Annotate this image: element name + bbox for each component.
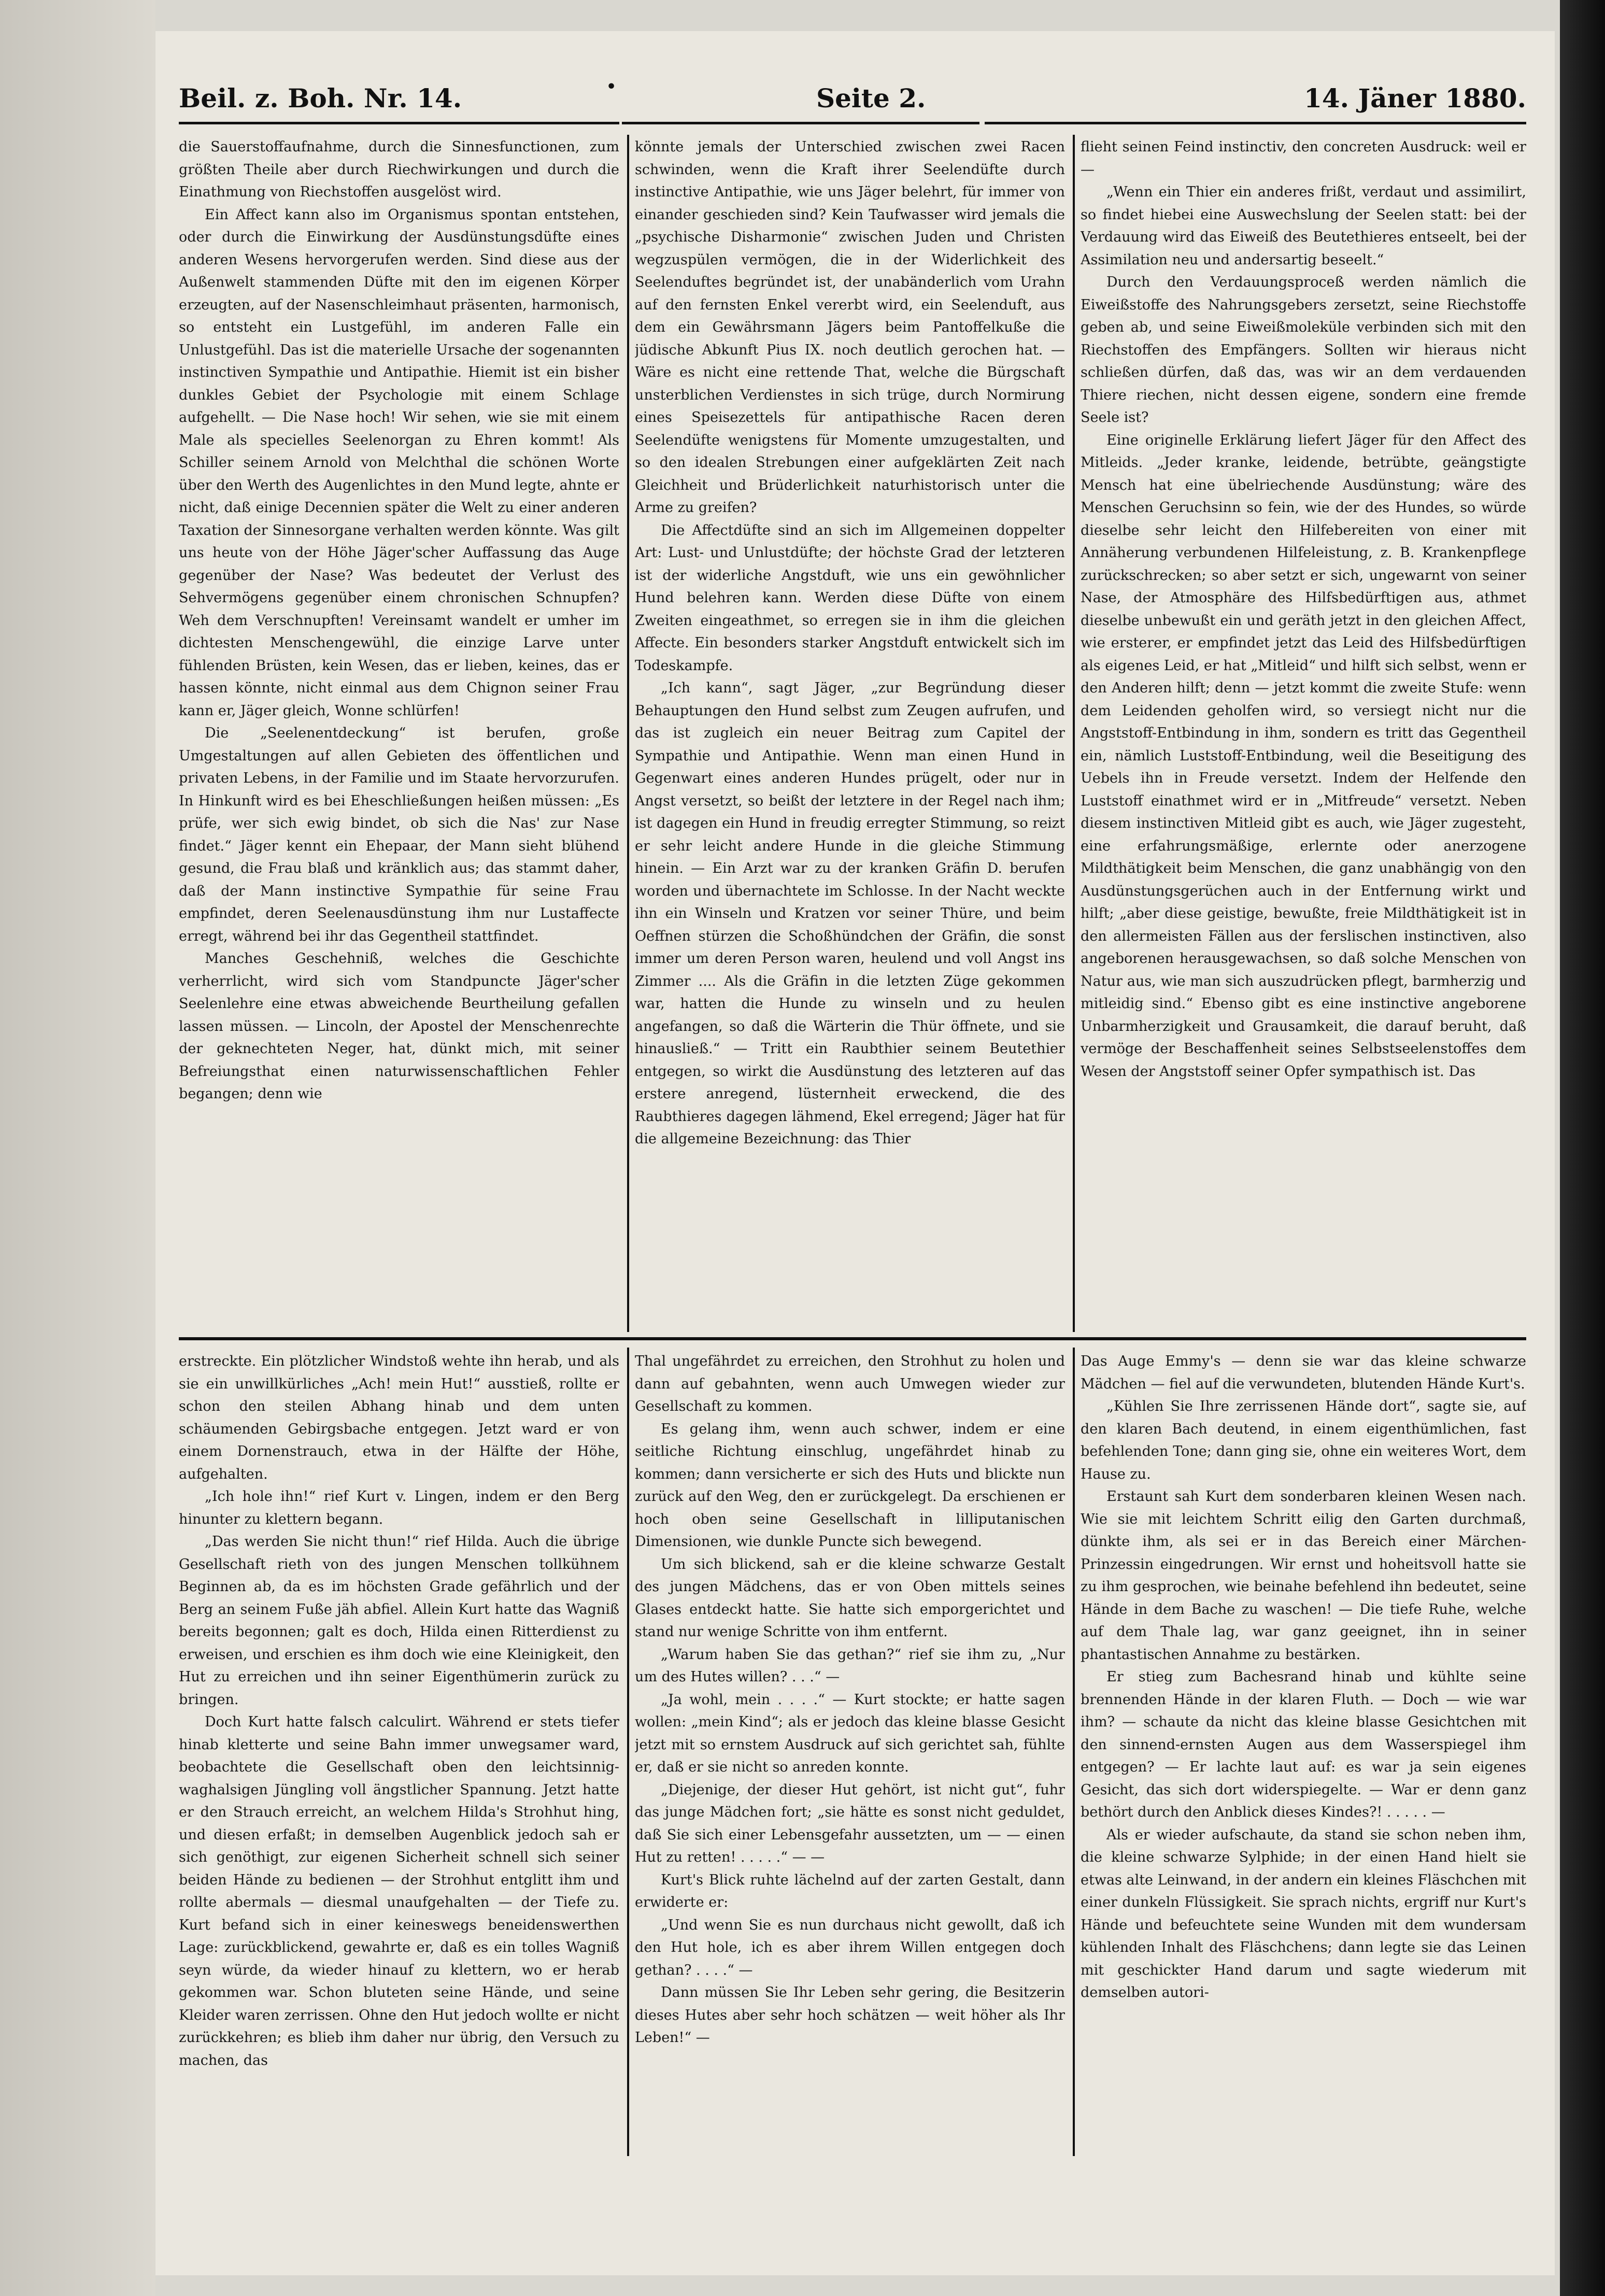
column-divider-upper-1 xyxy=(627,135,629,1332)
paragraph: Durch den Verdauungsproceß werden nämlich die Eiweißstoffe des Nahrungsgebers zersetzt, seine Riechstoffe geben ab, und seine Eiweißmoleküle verbinden sich mit den Riechstoffen des Empfängers. Sollten wir hieraus nicht schließen dürfen, daß das, was wir an dem verdauenden Thiere riechen, nicht dessen eigene, sondern eine fremde Seele ist? xyxy=(1081,274,1526,426)
feuilleton-column-3 xyxy=(1081,1350,1526,2159)
paragraph: „Diejenige, der dieser Hut gehört, ist nicht gut“, fuhr das junge Mädchen fort; „sie hätte es sonst nicht geduldet, daß Sie sich einer Lebensgefahr aussetzten, um — — einen Hut zu retten! . . . . .“ — — xyxy=(635,1781,1065,1865)
paragraph: „Kühlen Sie Ihre zerrissenen Hände dort“, sagte sie, auf den klaren Bach deutend, in einem eigenthümlichen, fast befehlenden Tone; dann ging sie, ohne ein weiteres Wort, dem Hause zu. xyxy=(1081,1398,1526,1482)
header-mark: • xyxy=(606,78,617,96)
paragraph: Als er wieder aufschaute, da stand sie schon neben ihm, die kleine schwarze Sylphide; in der einen Hand hielt sie etwas alte Leinwand, in der andern ein kleines Fläschchen mit einer dunkeln Flüssigkeit. Sie sprach nichts, ergriff nur Kurt's Hände und befeuchtete seine Wunden mit dem wundersam kühlenden Inhalt des Fläschchens; dann legte sie das Leinen mit geschickter Hand darum und sagte wiederum mit demselben autori- xyxy=(1081,1826,1526,2001)
paragraph: „Warum haben Sie das gethan?“ rief sie ihm zu, „Nur um des Hutes willen? . . .“ — xyxy=(635,1646,1065,1685)
column-divider-upper-2 xyxy=(1073,135,1075,1332)
header-date: 14. Jäner 1880. xyxy=(1304,83,1526,114)
paragraph: Thal ungefährdet zu erreichen, den Strohhut zu holen und dann auf gebahnten, wenn auch Umwegen wieder zur Gesellschaft zu kommen. xyxy=(635,1353,1065,1414)
paragraph: Er stieg zum Bachesrand hinab und kühlte seine brennenden Hände in der klaren Fluth. — Doch — wie war ihm? — schaute da nicht das kleine blasse Gesichtchen mit den sinnend-ernsten Augen aus dem Wasserspiegel ihm entgegen? — Er lachte laut auf: es war ja sein eigenes Gesicht, das sich dort widerspiegelte. — War er denn ganz bethört durch den Anblick dieses Kindes?! . . . . . — xyxy=(1081,1669,1526,1820)
article-column-1 xyxy=(179,136,619,1328)
paragraph: „Wenn ein Thier ein anderes frißt, verdaut und assimilirt, so findet hiebei eine Auswechslung der Seelen statt: bei der Verdauung wird das Eiweiß des Beutethieres entseelt, bei der Assimilation neu und andersartig beseelt.“ xyxy=(1081,184,1526,268)
column-divider-lower-1 xyxy=(627,1348,629,2156)
paragraph: „Und wenn Sie es nun durchaus nicht gewollt, daß ich den Hut hole, ich es aber ihrem Willen entgegen doch gethan? . . . .“ — xyxy=(635,1917,1065,1978)
header-rule-right xyxy=(985,122,1526,124)
paragraph: die Sauerstoffaufnahme, durch die Sinnesfunctionen, zum größten Theile aber durch Riechwirkungen und durch die Einathmung von Riechstoffen ausgelöst wird. xyxy=(179,139,619,200)
header-rule-left xyxy=(179,122,619,124)
paragraph: „Das werden Sie nicht thun!“ rief Hilda. Auch die übrige Gesellschaft rieth von des jungen Menschen tollkühnem Beginnen ab, da es im höchsten Grade gefährlich und der Berg an seinem Fuße jäh abfiel. Allein Kurt hatte das Wagniß bereits begonnen; galt es doch, Hilda einen Ritterdienst zu erweisen, und erschien es ihm doch wie eine Kleinigkeit, den Hut zu erreichen und ihn seiner Eigenthümerin zurück zu bringen. xyxy=(179,1534,619,1708)
page-header xyxy=(179,78,1526,119)
feuilleton-column-1 xyxy=(179,1350,619,2159)
paragraph: Eine originelle Erklärung liefert Jäger für den Affect des Mitleids. „Jeder kranke, leidende, betrübte, geängstigte Mensch hat eine übelriechende Ausdünstung; wäre des Menschen Geruchsinn so fein, wie der des Hundes, so würde dieselbe sehr leicht den Hilfebereiten von einer mit Annäherung verbundenen Hilfeleistung, z. B. Krankenpflege zurückschrecken; so aber setzt er sich, ungewarnt von seiner Nase, der Atmosphäre des Hilfsbedürftigen aus, athmet dieselbe unbewußt ein und geräth jetzt in den gleichen Affect, wie ersterer, er empfindet jetzt das Leid des Hilfsbedürftigen als eigenes Leid, er hat „Mitleid“ und hilft sich selbst, wenn er den Anderen hilft; denn — jetzt kommt die zweite Stufe: wenn dem Leidenden geholfen wird, so versiegt nicht nur die Angststoff-Entbindung in ihm, sondern es tritt das Gegentheil ein, nämlich Luststoff-Entbindung, weil die Beseitigung des Uebels ihn in Freude versetzt. Indem der Helfende den Luststoff einathmet wird er in „Mitfreude“ versetzt. Neben diesem instinctiven Mitleid gibt es auch, wie Jäger zugesteht, eine erfahrungsmäßige, erlernte oder anerzogene Mildthätigkeit beim Menschen, die ganz unabhängig von den Ausdünstungsgerüchen auch in der Entfernung wirkt und hilft; „aber diese geistige, bewußte, freie Mildthätigkeit ist in den allermeisten Fällen aus der ferslischen instinctiven, also angeborenen herausgewachsen, so daß solche Menschen von Natur aus, wie man sich auszudrücken pflegt, barmherzig und mitleidig sind.“ Ebenso gibt es eine instinctive angeborene Unbarmherzigkeit und Grausamkeit, die darauf beruht, daß vermöge der Beschaffenheit seines Selbstseelenstoffes dem Wesen der Angststoff seiner Opfer sympathisch ist. Das xyxy=(1081,432,1526,1080)
paragraph: Ein Affect kann also im Organismus spontan entstehen, oder durch die Einwirkung der Ausdünstungsdüfte eines anderen Wesens hervorgerufen werden. Sind diese aus der Außenwelt stammenden Düfte mit den im eigenen Körper erzeugten, auf der Nasenschleimhaut präsenten, harmonisch, so entsteht ein Lustgefühl, im anderen Falle ein Unlustgefühl. Das ist die materielle Ursache der sogenannten instinctiven Sympathie und Antipathie. Hiemit ist ein bisher dunkles Gebiet der Psychologie mit einem Schlage aufgehellt. — Die Nase hoch! Wir sehen, wie sie mit einem Male als specielles Seelenorgan zu Ehren kommt! Als Schiller seinem Arnold von Melchthal die schönen Worte über den Werth des Augenlichtes in den Mund legte, ahnte er nicht, daß einige Decennien später die Welt zu einer anderen Taxation der Sinnesorgane verhalten werden könnte. Was gilt uns heute von der Höhe Jäger'scher Auffassung das Auge gegenüber der Nase? Was bedeutet der Verlust des Sehvermögens gegenüber einem chronischen Schnupfen? Weh dem Verschnupften! Vereinsamt wandelt er umher im dichtesten Menschengewühl, die einzige Larve unter fühlenden Brüsten, kein Wesen, das er lieben, keines, das er hassen könnte, nicht einmal aus dem Chignon seiner Frau kann er, Jäger gleich, Wonne schlürfen! xyxy=(179,206,619,719)
paragraph: „Ich kann“, sagt Jäger, „zur Begründung dieser Behauptungen den Hund selbst zum Zeugen aufrufen, und das ist zugleich ein neuer Beitrag zum Capitel der Sympathie und Antipathie. Wenn man einen Hund in Gegenwart eines anderen Hundes prügelt, oder nur in Angst versetzt, so beißt der letztere in der Regel nach ihm; ist dagegen ein Hund in freudig erregter Stimmung, so reizt er sehr leicht andere Hunde in die gleiche Stimmung hinein. — Ein Arzt war zu der kranken Gräfin D. berufen worden und übernachtete im Schlosse. In der Nacht weckte ihn ein Winseln und Kratzen vor seiner Thüre, und beim Oeffnen stürzen die Schoßhündchen der Gräfin, die sonst immer um deren Person waren, heulend und voll Angst ins Zimmer .... Als die Gräfin in die letzten Züge gekommen war, hatten die Hunde zu winseln und zu heulen angefangen, so daß die Wärterin die Thür öffnete, und sie hinausließ.“ — Tritt ein Raubthier seinem Beutethier entgegen, so wirkt die Ausdünstung des letzteren auf das erstere anregend, lüsternheit erweckend, die des Raubthieres dagegen lähmend, Ekel erregend; Jäger hat für die allgemeine Bezeichnung: das Thier xyxy=(635,680,1065,1147)
scan-right-edge xyxy=(1560,0,1605,2296)
paragraph: flieht seinen Feind instinctiv, den concreten Ausdruck: weil er — xyxy=(1081,139,1526,178)
paragraph: Dann müssen Sie Ihr Leben sehr gering, die Besitzerin dieses Hutes aber sehr hoch schätzen — weit höher als Ihr Leben!“ — xyxy=(635,1985,1065,2046)
paragraph: Das Auge Emmy's — denn sie war das kleine schwarze Mädchen — fiel auf die verwundeten, blutenden Hände Kurt's. xyxy=(1081,1353,1526,1392)
scan-left-margin xyxy=(0,0,155,2296)
feuilleton-separator-rule xyxy=(179,1337,1526,1340)
paragraph: Die Affectdüfte sind an sich im Allgemeinen doppelter Art: Lust- und Unlustdüfte; der höchste Grad der letzteren ist der widerliche Angstduft, wie uns ein gewöhnlicher Hund belehren kann. Werden diese Düfte von einem Zweiten eingeathmet, so erregen sie in ihm die gleichen Affecte. Ein besonders starker Angstduft entwickelt sich im Todeskampfe. xyxy=(635,522,1065,674)
article-column-3 xyxy=(1081,136,1526,1328)
paragraph: „Ja wohl, mein . . . .“ — Kurt stockte; er hatte sagen wollen: „mein Kind“; als er jedoch das kleine blasse Gesicht jetzt mit so ernstem Ausdruck auf sich gerichtet sah, fühlte er, daß er sie nicht so anreden konnte. xyxy=(635,1691,1065,1775)
header-issue: Beil. z. Boh. Nr. 14. xyxy=(179,83,462,114)
paragraph: erstreckte. Ein plötzlicher Windstoß wehte ihn herab, und als sie ein unwillkürliches „Ach! mein Hut!“ ausstieß, rollte er schon den steilen Abhang hinab und dem unten schäumenden Gebirgsbache entgegen. Jetzt ward er von einem Dornenstrauch, etwa in der Hälfte der Höhe, aufgehalten. xyxy=(179,1353,619,1482)
paragraph: Doch Kurt hatte falsch calculirt. Während er stets tiefer hinab kletterte und seine Bahn immer unwegsamer ward, beobachtete die Gesellschaft oben den leichtsinnig-waghalsigen Jüngling voll ängstlicher Spannung. Jetzt hatte er den Strauch erreicht, an welchem Hilda's Strohhut hing, und diesen erfaßt; in demselben Augenblick jedoch sah er sich genöthigt, zur eigenen Sicherheit schnell sich seiner beiden Hände zu bedienen — der Strohhut entglitt ihm und rollte abermals — diesmal unaufgehalten — der Tiefe zu. Kurt befand sich in einer keineswegs beneidenswerthen Lage: zurückblickend, gewahrte er, daß es ein tolles Wagniß seyn würde, da wieder hinauf zu klettern, wo er herab gekommen war. Schon bluteten seine Hände, und seine Kleider waren zerrissen. Ohne den Hut jedoch wollte er nicht zurückkehren; es blieb ihm daher nur übrig, den Versuch zu machen, das xyxy=(179,1714,619,2068)
paragraph: Kurt's Blick ruhte lächelnd auf der zarten Gestalt, dann erwiderte er: xyxy=(635,1872,1065,1910)
paragraph: Es gelang ihm, wenn auch schwer, indem er eine seitliche Richtung einschlug, ungefährdet hinab zu kommen; dann versicherte er sich des Huts und blickte nun zurück auf den Weg, den er zurückgelegt. Da erschienen er hoch oben seine Gesellschaft in lilliputanischen Dimensionen, wie dunkle Puncte sich bewegend. xyxy=(635,1421,1065,1550)
column-divider-lower-2 xyxy=(1073,1348,1075,2156)
paragraph: „Ich hole ihn!“ rief Kurt v. Lingen, indem er den Berg hinunter zu klettern begann. xyxy=(179,1489,619,1527)
feuilleton-column-2 xyxy=(635,1350,1065,2159)
paragraph: Um sich blickend, sah er die kleine schwarze Gestalt des jungen Mädchens, das er von Oben mittels seines Glases entdeckt hatte. Sie hatte sich emporgerichtet und stand nur wenige Schritte von ihm entfernt. xyxy=(635,1556,1065,1640)
paragraph: Die „Seelenentdeckung“ ist berufen, große Umgestaltungen auf allen Gebieten des öffentlichen und privaten Lebens, in der Familie und im Staate hervorzurufen. In Hinkunft wird es bei Eheschließungen heißen müssen: „Es prüfe, wer sich ewig bindet, ob sich die Nas' zur Nase findet.“ Jäger kennt ein Ehepaar, der Mann sieht blühend gesund, die Frau blaß und kränklich aus; das stammt daher, daß der Mann instinctive Sympathie für seine Frau empfindet, deren Seelenausdünstung ihm nur Lustaffecte erregt, während bei ihr das Gegentheil stattfindet. xyxy=(179,725,619,944)
paragraph: Erstaunt sah Kurt dem sonderbaren kleinen Wesen nach. Wie sie mit leichtem Schritt eilig den Garten durchmaß, dünkte ihm, als sei er in das Bereich einer Märchen-Prinzessin eingedrungen. Wir ernst und hoheitsvoll hatte sie zu ihm gesprochen, wie beinahe befehlend ihn bedeutet, seine Hände in dem Bache zu waschen! — Die tiefe Ruhe, welche auf dem Thale lag, war ganz geeignet, ihn in seiner phantastischen Annahme zu bestärken. xyxy=(1081,1489,1526,1663)
article-column-2 xyxy=(635,136,1065,1328)
header-rule-center xyxy=(622,122,979,124)
header-page-number: Seite 2. xyxy=(816,83,926,114)
paragraph: Manches Geschehniß, welches die Geschichte verherrlicht, wird sich vom Standpuncte Jäger'scher Seelenlehre eine etwas abweichende Beurtheilung gefallen lassen müssen. — Lincoln, der Apostel der Menschenrechte der geknechteten Neger, hat, dünkt mich, mit seiner Befreiungsthat einen naturwissenschaftlichen Fehler begangen; denn wie xyxy=(179,951,619,1102)
paragraph: könnte jemals der Unterschied zwischen zwei Racen schwinden, wenn die Kraft ihrer Seelendüfte durch instinctive Antipathie, wie uns Jäger belehrt, für immer von einander geschieden sind? Kein Taufwasser wird jemals die „psychische Disharmonie“ zwischen Juden und Christen wegzuspülen vermögen, die in der Widerlichkeit des Seelenduftes begründet ist, der unabänderlich vom Urahn auf den fernsten Enkel vererbt wird, ein Seelenduft, aus dem ein Gewährsmann Jägers beim Pantoffelkuße die jüdische Abkunft Pius IX. noch deutlich gerochen hat. — Wäre es nicht eine rettende That, welche die Bürgschaft unsterblichen Verdienstes in sich trüge, durch Normirung eines Speisezettels für antipathische Racen deren Seelendüfte wenigstens für Momente umzugestalten, und so den idealen Strebungen einer aufgeklärten Zeit nach Gleichheit und Brüderlichkeit naturhistorisch unter die Arme zu greifen? xyxy=(635,139,1065,516)
